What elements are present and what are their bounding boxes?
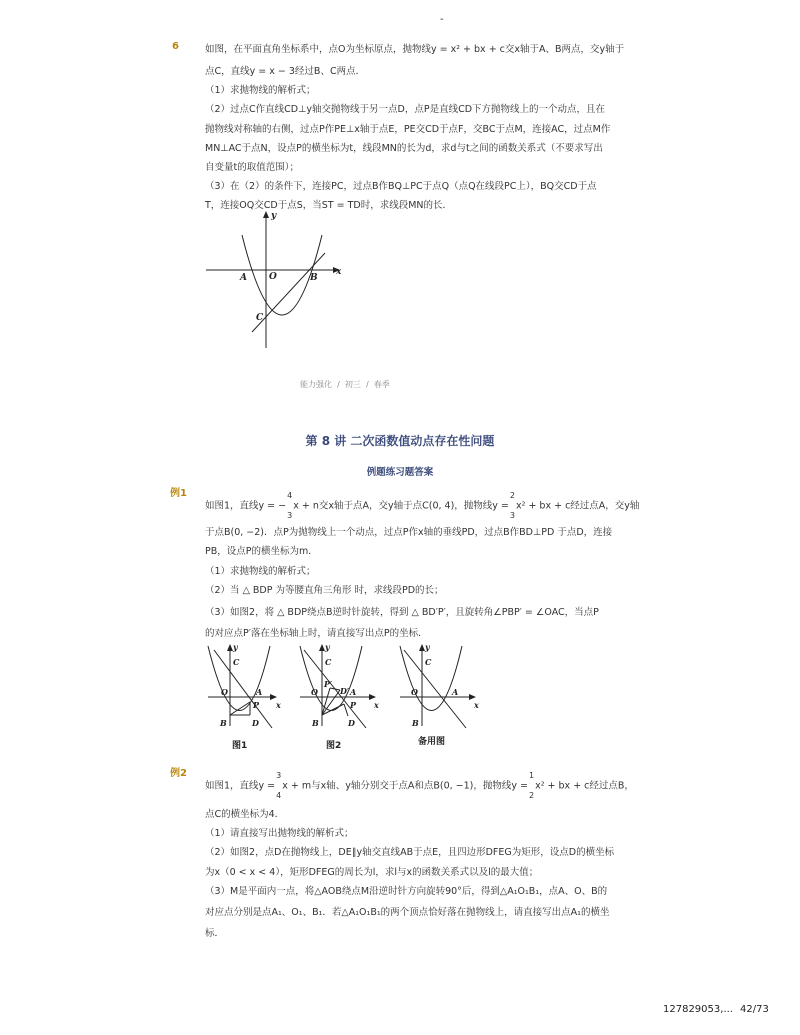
- fig-label-x: x: [276, 700, 281, 710]
- fraction-numerator: 4: [287, 491, 293, 500]
- question-2: MN⊥AC于点N，设点P的横坐标为t，线段MN的长为d，求d与t之间的函数关系式（不要求写出: [205, 143, 603, 154]
- fig-label-p: P: [350, 700, 357, 710]
- fig-label-y: y: [233, 642, 238, 652]
- fig-label-d: D: [348, 718, 355, 728]
- fig-label-o: O: [411, 687, 418, 697]
- answer-title: 例题练习题答案: [366, 467, 434, 478]
- fraction: [287, 486, 292, 526]
- figure-1: [208, 642, 281, 751]
- fraction-denominator: 4: [276, 791, 282, 800]
- fig-label-y: y: [425, 642, 430, 652]
- question-2: （2）如图2，点D在抛物线上，DE∥y轴交直线AB于点E，且四边形DFEG为矩形，设点D的横坐标: [205, 847, 615, 858]
- footer-tag: 能力强化 / 初三 / 春季: [300, 380, 390, 389]
- graph-label-o: O: [269, 272, 277, 282]
- fraction: [276, 766, 281, 806]
- question-3: T，连接OQ交CD于点S，当ST = TD时，求线段MN的长．: [205, 200, 452, 211]
- example1-figures: [200, 640, 500, 752]
- figure-caption: 备用图: [418, 737, 446, 747]
- fig-label-p-prime: P′: [324, 679, 333, 689]
- example2-line1: [205, 766, 634, 806]
- fig-label-x: x: [374, 700, 379, 710]
- question-2: 为x（0 < x < 4），矩形DFEG的周长为l，求l与x的函数关系式以及l的最大值；: [205, 867, 539, 878]
- question-2: 抛物线对称轴的右侧，过点P作PE⊥x轴于点E，PE交CD于点F，交BC于点M，连接AC，过点M作: [205, 124, 611, 135]
- lecture-title: 第 8 讲 二次函数值动点存在性问题: [305, 434, 495, 448]
- problem-text-line: 于点B(0, −2)．点P为抛物线上一个动点，过点P作x轴的垂线PD，过点B作BD⊥PD 于点D，连接: [205, 527, 613, 538]
- example-label: 例2: [170, 768, 187, 779]
- question-3: 的对应点P′落在坐标轴上时，请直接写出点P的坐标．: [205, 628, 428, 639]
- fraction-denominator: 2: [529, 791, 535, 800]
- fig-label-p: P: [253, 700, 260, 710]
- question-1: （1）求抛物线的解析式；: [205, 566, 316, 577]
- fig-label-c: C: [233, 657, 240, 667]
- text-segment: x + n交x轴于点A，交y轴于点C(0, 4)，抛物线y =: [293, 500, 509, 512]
- text-segment: 如图1，直线y =: [205, 780, 276, 792]
- fraction-numerator: 1: [529, 771, 535, 780]
- text-segment: x² + bx + c经过点B，: [535, 780, 634, 792]
- figure-caption: 图1: [232, 741, 248, 751]
- question-1: （1）请直接写出抛物线的解析式；: [205, 828, 354, 839]
- figure-2: [300, 642, 379, 751]
- fig-label-d: D: [252, 718, 259, 728]
- page-number: 42/73: [740, 1004, 769, 1015]
- graph-label-a: A: [240, 273, 247, 283]
- fraction: [529, 766, 534, 806]
- fraction-numerator: 2: [509, 491, 515, 500]
- question-3: 标．: [205, 928, 225, 939]
- problem-text-line: PB，设点P的横坐标为m．: [205, 546, 318, 557]
- fraction-denominator: 3: [509, 511, 515, 520]
- fig-label-y: y: [325, 642, 330, 652]
- document-id: 127829053,...: [663, 1004, 733, 1015]
- problem-text-line: 点C的横坐标为4．: [205, 809, 285, 820]
- problem6-graph: [200, 205, 350, 355]
- fig-label-c: C: [425, 657, 432, 667]
- fig-label-o: O: [221, 687, 228, 697]
- text-segment: x² + bx + c经过点A，交y轴: [516, 500, 640, 512]
- question-2: （2）当 △ BDP 为等腰直角三角形 时，求线段PD的长；: [205, 585, 444, 596]
- fig-label-b: B: [312, 718, 319, 728]
- figure-caption: 图2: [326, 741, 342, 751]
- fig-label-d-prime: D′: [340, 686, 350, 696]
- graph-label-b: B: [310, 273, 318, 283]
- fig-label-x: x: [474, 700, 479, 710]
- problem-text-line: 点C，直线y = x − 3经过B、C两点．: [205, 66, 366, 77]
- question-3: （3）M是平面内一点，将△AOB绕点M沿逆时针方向旋转90°后，得到△A₁O₁B₁，点A、O、B的: [205, 886, 608, 897]
- fig-label-b: B: [220, 718, 227, 728]
- fig-label-o: O: [311, 687, 318, 697]
- fig-label-c: C: [325, 657, 332, 667]
- fraction-numerator: 3: [276, 771, 282, 780]
- fig-label-a: A: [350, 687, 357, 697]
- text-segment: 如图1，直线y = −: [205, 500, 287, 512]
- fig-label-b: B: [412, 718, 419, 728]
- question-3: （3）在（2）的条件下，连接PC，过点B作BQ⊥PC于点Q（点Q在线段PC上），BQ交CD于点: [205, 181, 597, 192]
- question-1: （1）求抛物线的解析式；: [205, 85, 316, 96]
- example-label: 例1: [170, 488, 187, 499]
- question-3: （3）如图2，将 △ BDP绕点B逆时针旋转，得到 △ BD′P′，且旋转角∠PBP′ = ∠OAC，当点P: [205, 607, 599, 618]
- fraction: [510, 486, 515, 526]
- text-segment: x + m与x轴、y轴分别交于点A和点B(0, −1)，抛物线y =: [282, 780, 528, 792]
- graph-label-c: C: [256, 313, 264, 323]
- figure-backup: [400, 642, 479, 747]
- question-2: （2）过点C作直线CD⊥y轴交抛物线于另一点D，点P是直线CD下方抛物线上的一个动点，且在: [205, 104, 606, 115]
- question-2: 自变量t的取值范围）；: [205, 162, 299, 173]
- example1-line1: [205, 486, 639, 526]
- fig-label-a: A: [256, 687, 263, 697]
- problem-text-line: 如图，在平面直角坐标系中，点O为坐标原点，抛物线y = x² + bx + c交x轴于A、B两点，交y轴于: [205, 44, 625, 55]
- question-3: 对应点分别是点A₁、O₁、B₁．若△A₁O₁B₁的两个顶点恰好落在抛物线上，请直接写出点A₁的横坐: [205, 907, 610, 918]
- top-mark: -: [440, 14, 444, 25]
- graph-label-x: x: [336, 267, 342, 277]
- problem-number: 6: [172, 41, 179, 52]
- fraction-denominator: 3: [287, 511, 293, 520]
- fig-label-a: A: [452, 687, 459, 697]
- graph-label-y: y: [271, 211, 277, 221]
